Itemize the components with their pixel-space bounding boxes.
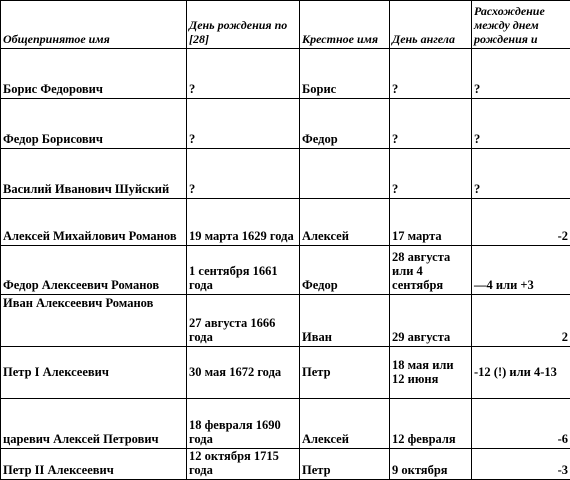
cell-difference: -2 <box>472 199 570 246</box>
cell-angel-day: 18 мая или 12 июня <box>390 347 472 399</box>
header-name: Общепринятое имя <box>1 1 187 49</box>
cell-difference: -12 (!) или 4-13 <box>472 347 570 399</box>
table-row <box>1 246 570 295</box>
header-birthday: День рождения по [28] <box>187 1 300 49</box>
cell-baptismal-name: Алексей <box>300 199 390 246</box>
cell-name: царевич Алексей Петрович <box>1 399 187 449</box>
cell-difference: -3 <box>472 449 570 480</box>
cell-name: Василий Иванович Шуйский <box>1 149 187 199</box>
cell-birthday: 19 марта 1629 года <box>187 199 300 246</box>
cell-baptismal-name: Борис <box>300 49 390 99</box>
cell-name: Петр I Алексеевич <box>1 347 187 399</box>
cell-angel-day: ? <box>390 49 472 99</box>
table-row <box>1 49 570 99</box>
cell-birthday: 12 октября 1715 года <box>187 449 300 480</box>
header-baptismal-name: Крестное имя <box>300 1 390 49</box>
cell-baptismal-name: Федор <box>300 99 390 149</box>
table-row <box>1 149 570 199</box>
cell-difference: ? <box>472 149 570 199</box>
table-row <box>1 99 570 149</box>
cell-baptismal-name: Алексей <box>300 399 390 449</box>
cell-name: Федор Борисович <box>1 99 187 149</box>
cell-birthday: 27 августа 1666 года <box>187 295 300 347</box>
cell-angel-day: ? <box>390 99 472 149</box>
cell-difference: ? <box>472 49 570 99</box>
cell-baptismal-name: Иван <box>300 295 390 347</box>
header-angel-day: День ангела <box>390 1 472 49</box>
header-row <box>1 1 570 49</box>
cell-name: Федор Алексеевич Романов <box>1 246 187 295</box>
table-row <box>1 295 570 347</box>
table-row <box>1 449 570 480</box>
cell-difference: —4 или +3 <box>472 246 570 295</box>
cell-birthday: ? <box>187 99 300 149</box>
cell-difference: ? <box>472 99 570 149</box>
cell-baptismal-name: Петр <box>300 449 390 480</box>
cell-baptismal-name <box>300 149 390 199</box>
table-row <box>1 347 570 399</box>
cell-name: Иван Алексеевич Романов <box>1 295 187 347</box>
cell-birthday: ? <box>187 149 300 199</box>
cell-birthday: 1 сентября 1661 года <box>187 246 300 295</box>
cell-angel-day: 28 августа или 4 сентября <box>390 246 472 295</box>
cell-name: Алексей Михайлович Романов <box>1 199 187 246</box>
table-row <box>1 199 570 246</box>
cell-angel-day: 29 августа <box>390 295 472 347</box>
cell-birthday: ? <box>187 49 300 99</box>
cell-angel-day: ? <box>390 149 472 199</box>
cell-angel-day: 12 февраля <box>390 399 472 449</box>
cell-angel-day: 17 марта <box>390 199 472 246</box>
table-row <box>1 399 570 449</box>
cell-name: Петр II Алексеевич <box>1 449 187 480</box>
header-difference: Расхождение между днем рождения и <box>472 1 570 49</box>
cell-difference: 2 <box>472 295 570 347</box>
cell-birthday: 30 мая 1672 года <box>187 347 300 399</box>
cell-angel-day: 9 октября <box>390 449 472 480</box>
cell-name: Борис Федорович <box>1 49 187 99</box>
cell-baptismal-name: Федор <box>300 246 390 295</box>
cell-birthday: 18 февраля 1690 года <box>187 399 300 449</box>
cell-difference: -6 <box>472 399 570 449</box>
cell-baptismal-name: Петр <box>300 347 390 399</box>
